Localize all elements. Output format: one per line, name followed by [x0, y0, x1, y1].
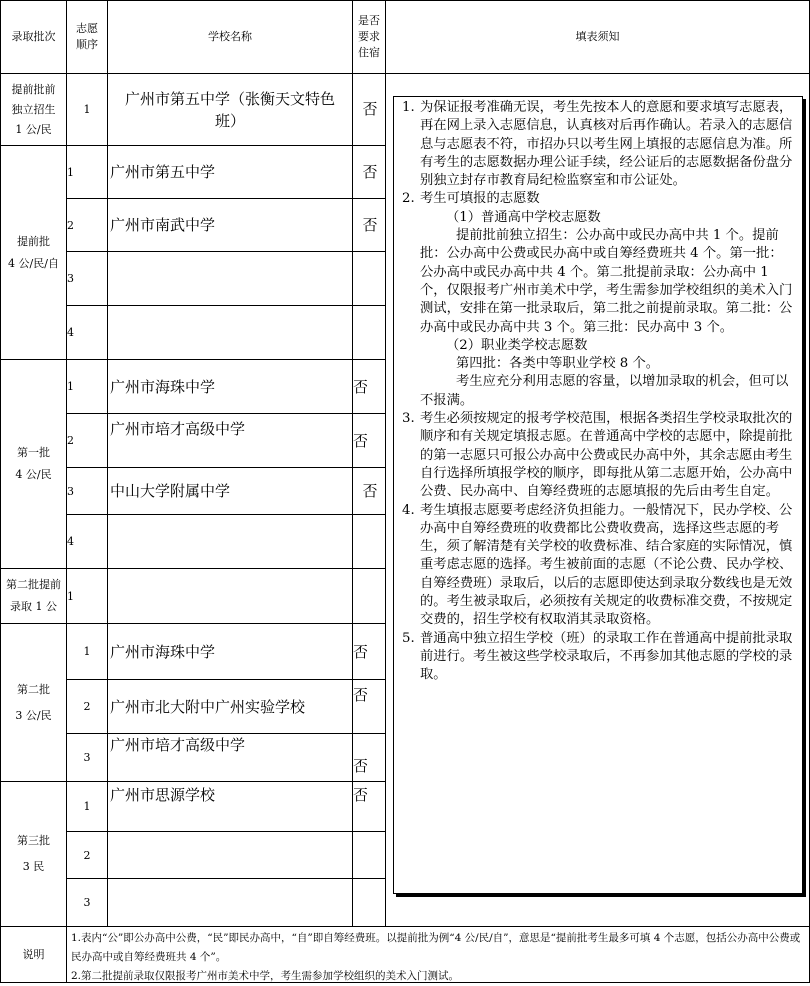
note-vocational-counts: 第四批：各类中等职业学校 8 个。 — [456, 356, 660, 372]
batch-early-independent: 提前批前 独立招生 1 公/民 — [0, 73, 67, 146]
note-sub-vocational: （2）职业类学校志愿数 — [446, 337, 588, 353]
batch-third: 第三批 3 民 — [0, 781, 67, 927]
header-batch: 录取批次 — [0, 0, 67, 74]
row-order: 3 — [66, 878, 108, 927]
row-school: 广州市思源学校 — [107, 781, 353, 832]
row-school — [107, 514, 353, 569]
row-order: 1 — [66, 781, 108, 832]
row-boarding: 否 — [352, 467, 386, 515]
footer-label: 说明 — [0, 926, 67, 983]
batch-second-early: 第二批提前 录取 1 公 — [0, 568, 67, 624]
row-order: 3 — [66, 733, 108, 782]
row-order: 1 — [66, 568, 108, 624]
batch-second: 第二批 3 公/民 — [0, 623, 67, 782]
row-school: 广州市第五中学（张衡天文特色班） — [107, 73, 353, 146]
note-general-counts: 提前批前独立招生：公办高中或民办高中共 1 个。提前批：公办高中公费或民办高中或自筹经费班共 4 个。第一批：公办高中或民办高中共 4 个。第二批提前录取：公办高中 1 个，仅限报考广州市美术中学，考生需参加学校组织的美术入门测试，安排在第一批录取后，第二批之前提前录取。第二批：公办高中或民办高中共 3 个。第三批：民办高中 3 个。 — [420, 228, 793, 335]
row-order: 1 — [66, 623, 108, 680]
row-school — [107, 251, 353, 306]
notes-box — [393, 96, 803, 894]
batch-first: 第一批 4 公/民 — [0, 359, 67, 569]
row-boarding: 否 — [352, 679, 386, 734]
note-item-2: 2. 考生可填报的志愿数 — [402, 191, 540, 207]
header-order: 志愿 顺序 — [66, 0, 108, 74]
row-boarding: 否 — [352, 359, 386, 414]
row-order: 4 — [66, 514, 108, 569]
row-boarding: 否 — [352, 623, 386, 680]
row-order: 4 — [66, 305, 108, 360]
row-boarding — [352, 831, 386, 879]
row-boarding: 否 — [352, 733, 386, 782]
row-order: 2 — [66, 198, 108, 252]
footer-line-2: 2.第二批提前录取仅限报考广州市美术中学，考生需参加学校组织的美术入门测试。 — [71, 970, 460, 982]
row-school — [107, 831, 353, 879]
batch-early: 提前批 4 公/民/自 — [0, 145, 67, 360]
row-school: 广州市第五中学 — [107, 145, 353, 199]
row-order: 1 — [66, 73, 108, 146]
note-item-5: 5. 普通高中独立招生学校（班）的录取工作在普通高中提前批录取前进行。考生被这些学校录取后，不再参加其他志愿的学校的录取。 — [402, 630, 793, 683]
row-order: 2 — [66, 831, 108, 879]
note-sub-general: （1）普通高中学校志愿数 — [446, 209, 601, 225]
note-capacity: 考生应充分利用志愿的容量，以增加录取的机会，但可以不报满。 — [420, 374, 789, 408]
header-school: 学校名称 — [107, 0, 353, 74]
header-boarding: 是否 要求 住宿 — [352, 0, 386, 74]
row-boarding: 否 — [352, 781, 386, 832]
row-school — [107, 305, 353, 360]
row-order: 2 — [66, 413, 108, 468]
row-school: 广州市海珠中学 — [107, 623, 353, 680]
row-order: 3 — [66, 251, 108, 306]
row-boarding — [352, 878, 386, 927]
row-school: 广州市培才高级中学 — [107, 413, 353, 468]
footer-notes — [66, 926, 810, 983]
row-school — [107, 568, 353, 624]
row-order: 2 — [66, 679, 108, 734]
row-school: 广州市北大附中广州实验学校 — [107, 679, 353, 734]
row-school: 广州市南武中学 — [107, 198, 353, 252]
row-school: 广州市培才高级中学 — [107, 733, 353, 782]
header-notes: 填表须知 — [385, 0, 810, 74]
note-item-1: 1. 为保证报考准确无误，考生先按本人的意愿和要求填写志愿表，再在网上录入志愿信息，认真核对后再作确认。若录入的志愿信息与志愿表不符，市招办只以考生网上填报的志愿信息为准。所有考生的志愿数据办理公证手续，经公证后的志愿数据备份盘分别独立封存市教育局纪检监察室和市公证处。 — [402, 100, 793, 189]
row-school: 广州市海珠中学 — [107, 359, 353, 414]
row-order: 1 — [66, 145, 108, 199]
row-boarding — [352, 514, 386, 569]
row-school: 中山大学附属中学 — [107, 467, 353, 515]
row-boarding: 否 — [352, 413, 386, 468]
row-school — [107, 878, 353, 927]
row-boarding — [352, 568, 386, 624]
row-boarding — [352, 251, 386, 306]
row-boarding: 否 — [352, 198, 386, 252]
row-boarding: 否 — [352, 73, 386, 146]
footer-line-1: 1.表内“公”即公办高中公费，“民”即民办高中，“自”即自筹经费班。以提前批为例“4 公/民/自”，意思是“提前批考生最多可填 4 个志愿，包括公办高中公费或民办高中或自筹经费班共 4 个”。 — [71, 932, 801, 963]
note-item-3: 3. 考生必须按规定的报考学校范围，根据各类招生学校录取批次的顺序和有关规定填报志愿。在普通高中学校的志愿中，除提前批的第一志愿只可报公办高中公费或民办高中外，其余志愿由考生自行选择所填报学校的顺序，即每批从第二志愿开始，公办高中公费、民办高中、自筹经费班的志愿填报的先后由考生自定。 — [402, 411, 793, 500]
row-boarding: 否 — [352, 145, 386, 199]
row-order: 3 — [66, 467, 108, 515]
row-boarding — [352, 305, 386, 360]
row-order: 1 — [66, 359, 108, 414]
note-item-4: 4. 考生填报志愿要考虑经济负担能力。一般情况下，民办学校、公办高中自筹经费班的收费都比公费收费高，选择这些志愿的考生，须了解清楚有关学校的收费标准、结合家庭的实际情况，慎重考虑志愿的选择。考生被前面的志愿（不论公费、民办学校、自筹经费班）录取后，以后的志愿即使达到录取分数线也是无效的。考生被录取后，必须按有关规定的收费标准交费，不按规定交费的，招生学校有权取消其录取资格。 — [402, 502, 793, 628]
